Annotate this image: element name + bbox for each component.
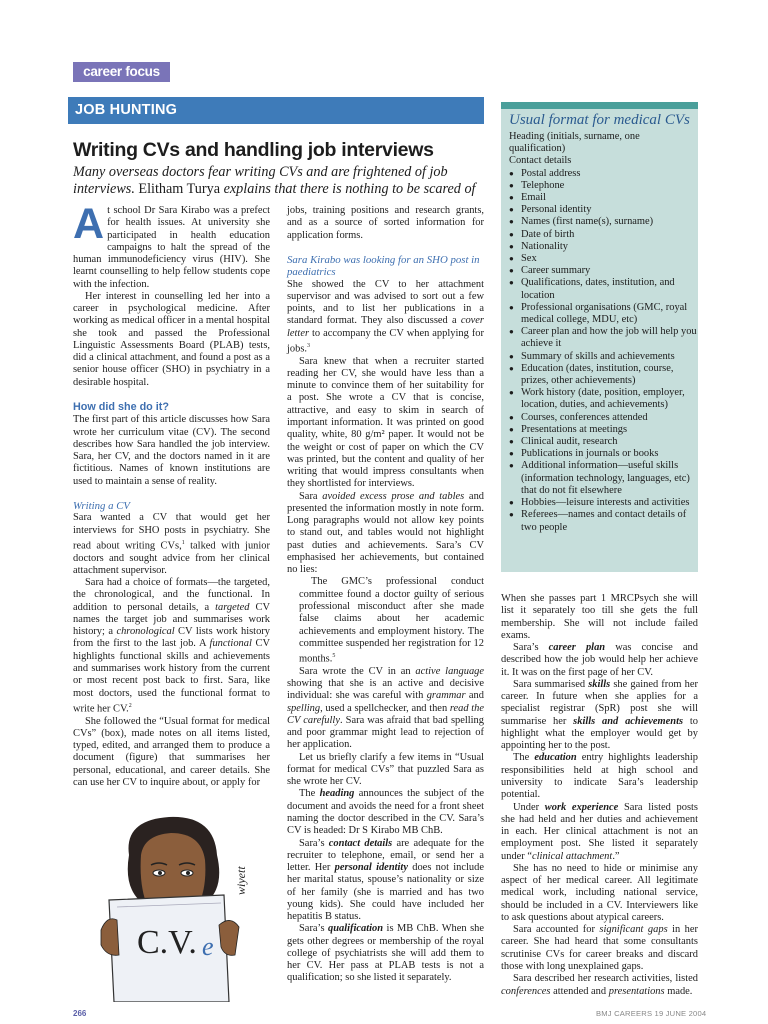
box-line: Heading (initials, surname, one qualification)	[509, 131, 640, 155]
paragraph: Let us briefly clarify a few items in “Usual format for medical CVs” that puzzled Sara as she wrote her CV.	[287, 751, 484, 788]
face-shape	[141, 833, 206, 905]
subheading: How did she do it?	[73, 401, 169, 414]
paragraph: The heading announces the subject of the document and avoids the need for a front sheet naming the doctor described in the CV. Sara’s CV is headed: Dr S Kirabo MB ChB.	[287, 788, 484, 837]
source-line: BMJ CAREERS 19 JUNE 2004	[596, 1009, 707, 1018]
doctor-illustration	[99, 815, 277, 1002]
box-list-item: ● Presentations at meetings	[509, 424, 697, 436]
box-list-item: ● Qualifications, dates, institution, and location	[509, 277, 697, 301]
paragraph: Sara’s career plan was concise and described how the job would help her achieve it. It was on the first page of her CV.	[501, 642, 698, 678]
box-list-item: ● Postal address	[509, 168, 697, 180]
paragraph: Sara’s contact details are adequate for the recruiter to telephone, email, or send her a letter. Her personal identity does not include her marital status, spouse’s nationality or size of her family (she is married and has two young kids). She could have included her hepatitis B status.	[287, 837, 484, 923]
box-list-item: ● Work history (date, position, employer, location, duties, and achievements)	[509, 387, 697, 411]
hand-left	[101, 919, 119, 956]
box-list-item: ● Professional organisations (GMC, royal medical college, MDU, etc)	[509, 302, 697, 326]
box-body	[509, 131, 697, 534]
paragraph: Sara’s qualification is MB ChB. When she gets other degrees or membership of the royal college of psychiatrists she will add them to her CV. Her pass at PLAB tests is not a qualification; so she listed it separately.	[287, 923, 484, 984]
box-list-item: ● Career plan and how the job will help you achieve it	[509, 326, 697, 350]
author-name: Elitham Turya	[138, 181, 221, 197]
box-list-item: ● Courses, conferences attended	[509, 412, 697, 424]
box-list-item: ● Clinical audit, research	[509, 436, 697, 448]
box-list	[509, 168, 697, 534]
box-list-item: ● Sex	[509, 253, 697, 265]
box-list-item: ● Referees—names and contact details of two people	[509, 509, 697, 533]
figure-caption: Sara Kirabo was looking for an SHO post in paediatrics	[287, 254, 480, 279]
paragraph: Sara had a choice of formats—the targeted, the chronological, and the functional. In addition to personal details, a targeted CV names the target job and summarises work history; a chronological CV lists work history from the first to the last job. A functional CV highlights functional skills and achievements and summarises work history from the current or most recent post back to first. Sara, like most doctors, used the functional format to write her CV.$^2$	[73, 577, 270, 715]
box-list-item: ● Summary of skills and achievements	[509, 351, 697, 363]
box-list-item: ● Personal identity	[509, 204, 697, 216]
box-list-item: ● Education (dates, institution, course, prizes, other achievements)	[509, 363, 697, 387]
box-list-item: ● Hobbies—leisure interests and activities	[509, 497, 697, 509]
section-tag: career focus	[73, 62, 170, 82]
paragraph: Sara knew that when a recruiter started reading her CV, she would have less than a minute to convince them of her suitability for a post. She wrote a CV that is concise, attractive, and easy to skim in search of important information. It was printed on good quality, white, 80 g/m² paper. It would not be the weight or cost of paper on which the CV was printed, but the content and quality of her writing that would impress consultants when they shortlisted for interviews.	[287, 355, 484, 490]
page-number: 266	[73, 1009, 87, 1018]
paragraph: Under work experience Sara listed posts she had held and her duties and achievement in each. Her clinical attachment is not an employment post. She listed it separately under “clinical attachment.”	[501, 801, 698, 862]
block-quote: The GMC’s professional conduct committee found a doctor guilty of serious professional misconduct after she made false claims about her academic achievements and employment history. The committee suspended her registration for 12 months.$^5$	[299, 576, 484, 665]
cv-label-tail: e	[202, 932, 214, 961]
box-list-item: ● Additional information—useful skills (information technology, languages, etc) that do not fit elsewhere	[509, 460, 697, 497]
box-list-item: ● Career summary	[509, 265, 697, 277]
paragraph: jobs, training positions and research grants, and as a source of sorted information for application forms.	[287, 205, 484, 241]
box-list-item: ● Publications in journals or books	[509, 448, 697, 460]
column-3	[501, 593, 698, 998]
paragraph: Sara wrote the CV in an active language showing that she is an active and decisive individual: she was careful with grammar and spelling, used a spellchecker, and then read the CV carefully. Sara was afraid that bad spelling and poor grammar might lead to rejection of her application.	[287, 665, 485, 751]
article-headline: Writing CVs and handling job interviews	[73, 139, 434, 161]
paragraph: She showed the CV to her attachment supervisor and was advised to sort out a few points, and to list her publications in a standard format. They also discussed a cover letter to accompany the CV when applying for jobs.$^3$	[287, 278, 484, 355]
paragraph: The first part of this article discusses how Sara wrote her curriculum vitae (CV). The second describes how Sara handled the job interview. Sara, her CV, and the doctors named in it are fictitious. Names of known institutions are used to maintain a sense of reality.	[73, 414, 270, 487]
paragraph: When she passes part 1 MRCPsych she will list it separately too till she gets the full membership. She will not include failed exams.	[501, 593, 698, 641]
paragraph: Sara described her research activities, listed conferences attended and presentations made.	[501, 973, 698, 997]
box-title: Usual format for medical CVs	[509, 112, 690, 128]
paragraph: She has no need to hide or minimise any aspect of her medical career. All legitimate medical work, including national service, should be included in a CV. Interviewers like to ask questions about atypical careers.	[501, 862, 698, 923]
column-1	[73, 200, 270, 789]
article-standfirst	[73, 164, 489, 198]
paragraph: The education entry highlights leadership responsibilities held at high school and university to indicate Sara’s leadership potential.	[501, 752, 698, 801]
box-list-item: ● Email	[509, 192, 697, 204]
paragraph: Sara summarised skills she gained from her career. In future when she applies for a specialist registrar (SpR) post she will summarise her skills and achievements to highlight what the employer would get by appointing her to the post.	[501, 678, 698, 752]
cv-label: C.V.	[137, 924, 197, 961]
artist-signature: wiyett	[234, 866, 248, 895]
box-line: Contact details	[509, 155, 572, 167]
box-list-item: ● Names (first name(s), surname)	[509, 216, 697, 228]
paragraph: Sara avoided excess prose and tables and presented the information mostly in note form. Long paragraphs would not allow key points to stand out, and tables would not highlight past duties and achievements. Sara’s CV emphasised her achievements, but contained no lies:	[287, 490, 485, 576]
standfirst-text-2: explains that there is nothing to be scared of	[223, 181, 476, 197]
subheading: Writing a CV	[73, 500, 130, 513]
section-band: JOB HUNTING	[68, 97, 484, 124]
paragraph: Sara wanted a CV that would get her interviews for SHO posts in psychiatry. She read about writing CVs,$^1$ talked with junior doctors and sought advice from her clinical attachment supervisor.	[73, 512, 270, 576]
drop-cap: A	[73, 200, 105, 248]
paragraph: Her interest in counselling led her into a career in psychological medicine. After working as medical officer in a mental hospital she took and passed the Professional Linguistic Assessments Board (PLAB) tests, did a clinical attachment, and found a post as a senior house officer (SHO) in psychiatry in a desirable hospital.	[73, 290, 270, 388]
box-list-item: ● Nationality	[509, 241, 697, 253]
paragraph: She followed the “Usual format for medical CVs” (box), made notes on all items listed, typed, edited, and arranged them to produce a document (figure) that summarises her personal, educational, and career details. She can use her CV to inquire about, or apply for	[73, 715, 270, 788]
paragraph: Sara accounted for significant gaps in her career. She had heard that some consultants scrutinise CVs for career breaks and discard those with long unexplained gaps.	[501, 924, 698, 972]
box-list-item: ● Date of birth	[509, 229, 697, 241]
intro-paragraph: At school Dr Sara Kirabo was a prefect for health issues. At university she participated in health education campaigns to halt the spread of the human immunodeficiency virus (HIV). She learnt counselling to help fellow students cope with the infection.	[73, 200, 270, 290]
standfirst-text: Many overseas doctors fear writing CVs and are frightened of job interviews.	[73, 164, 448, 197]
box-list-item: ● Telephone	[509, 180, 697, 192]
column-2	[287, 205, 484, 985]
